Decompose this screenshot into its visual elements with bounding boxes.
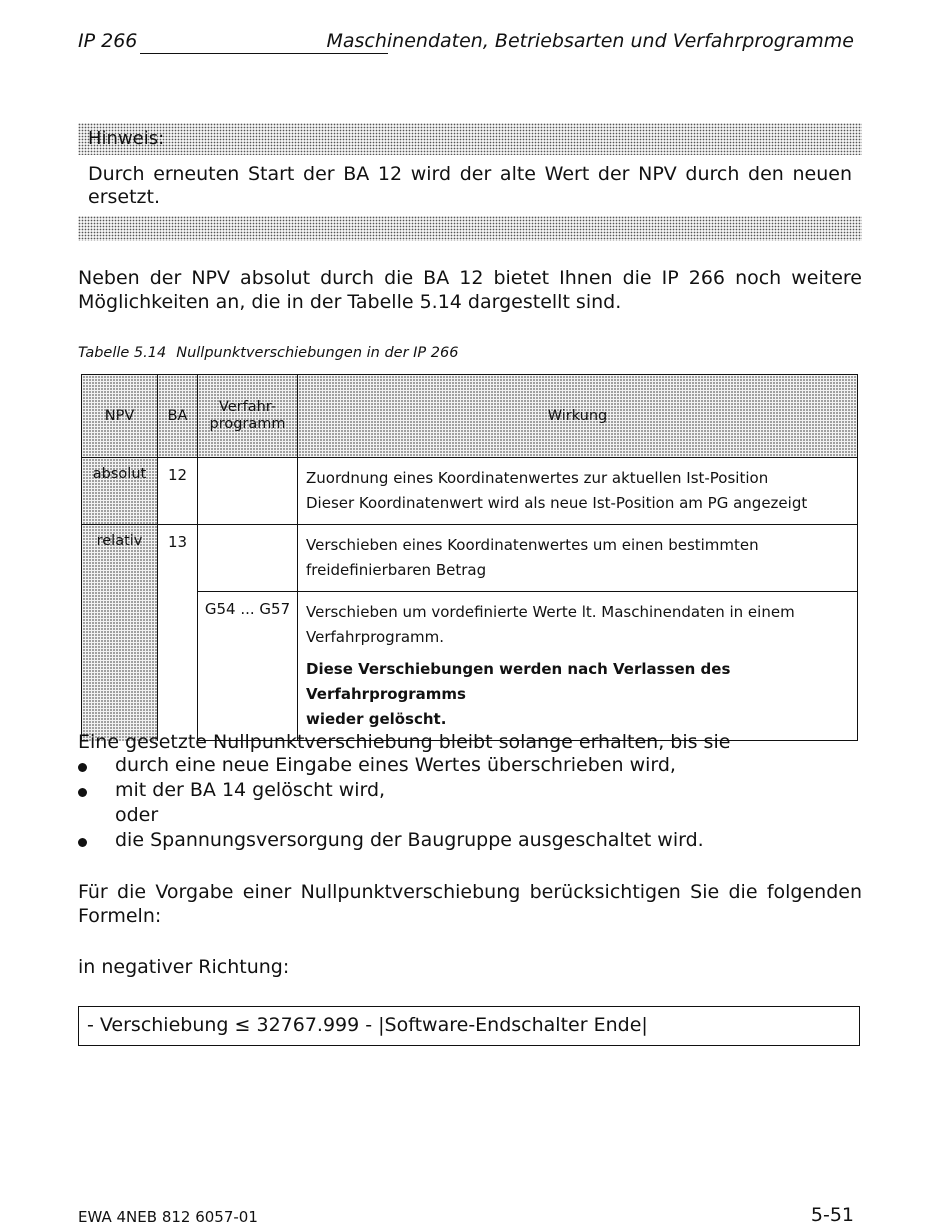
header-rule	[140, 53, 388, 54]
bullet-icon	[78, 788, 87, 797]
row-wirkung-line1: Verschieben um vordefinierte Werte lt. Maschinendaten in einem	[306, 603, 795, 621]
header-product: IP 266	[78, 30, 138, 52]
page-header	[78, 30, 854, 60]
header-vp-line1: Verfahr-	[218, 399, 277, 415]
header-npv: NPV	[82, 375, 158, 458]
row-wirkung	[298, 458, 858, 525]
row-wirkung-bold1: Diese Verschiebungen werden nach Verlassen des Verfahrprogramms	[306, 660, 731, 703]
table-caption-number: Tabelle 5.14	[78, 345, 167, 361]
row-vp: G54 ... G57	[198, 592, 298, 741]
footer-doc-id: EWA 4NEB 812 6057-01	[78, 1208, 258, 1226]
table-header-row	[82, 375, 858, 458]
list-item-continuation: oder	[115, 804, 159, 826]
list-item	[78, 753, 704, 778]
note-header-bar	[78, 123, 862, 155]
table-row	[82, 592, 858, 741]
row-wirkung-line2: Dieser Koordinatenwert wird als neue Ist-Position am PG angezeigt	[306, 494, 808, 512]
header-vp-line2: programm	[209, 416, 286, 432]
header-ba: BA	[158, 375, 198, 458]
table-row	[82, 458, 858, 525]
bullet-icon	[78, 763, 87, 772]
row-npv-label: relativ	[82, 525, 158, 741]
list-item-text: die Spannungsversorgung der Baugruppe ausgeschaltet wird.	[115, 829, 704, 851]
table-caption-title: Nullpunktverschiebungen in der IP 266	[176, 345, 459, 361]
list-item	[78, 828, 704, 853]
list-item-text: durch eine neue Eingabe eines Wertes überschrieben wird,	[115, 754, 676, 776]
row-ba: 13	[158, 525, 198, 741]
row-wirkung-line2: Verfahrprogramm.	[306, 628, 445, 646]
table-caption	[78, 345, 458, 361]
header-wirkung: Wirkung	[298, 375, 858, 458]
note-text: Durch erneuten Start der BA 12 wird der alte Wert der NPV durch den neuen ersetzt.	[88, 163, 852, 208]
intro-paragraph: Neben der NPV absolut durch die BA 12 bietet Ihnen die IP 266 noch weitere Möglichkeiten an, die in der Tabelle 5.14 dargestellt sind.	[78, 267, 862, 313]
row-npv-label: absolut	[82, 458, 158, 525]
formula-box	[78, 1006, 860, 1046]
row-vp	[198, 525, 298, 592]
formula-text: - Verschiebung ≤ 32767.999 - |Software-Endschalter Ende|	[87, 1014, 648, 1036]
list-item	[78, 778, 704, 828]
note-title: Hinweis:	[88, 128, 165, 149]
row-wirkung	[298, 525, 858, 592]
persist-list	[78, 753, 704, 853]
header-chapter-title: Maschinendaten, Betriebsarten und Verfahrprogramme	[326, 30, 854, 52]
direction-label: in negativer Richtung:	[78, 956, 290, 978]
bullet-icon	[78, 838, 87, 847]
row-ba: 12	[158, 458, 198, 525]
list-item-text: mit der BA 14 gelöscht wird,	[115, 779, 386, 801]
row-vp	[198, 458, 298, 525]
row-wirkung-line1: Verschieben eines Koordinatenwertes um einen bestimmten	[306, 536, 759, 554]
persist-lead: Eine gesetzte Nullpunktverschiebung bleibt solange erhalten, bis sie	[78, 731, 731, 753]
row-wirkung-line2: freidefinierbaren Betrag	[306, 561, 487, 579]
table-row	[82, 525, 858, 592]
row-wirkung	[298, 592, 858, 741]
formula-intro: Für die Vorgabe einer Nullpunktverschiebung berücksichtigen Sie die folgenden Formeln:	[78, 881, 862, 927]
header-verfahrprogramm	[198, 375, 298, 458]
row-wirkung-line1: Zuordnung eines Koordinatenwertes zur aktuellen Ist-Position	[306, 469, 769, 487]
row-wirkung-bold2: wieder gelöscht.	[306, 710, 447, 728]
npv-table	[81, 374, 858, 741]
note-footer-bar	[78, 216, 862, 241]
footer-page-number: 5-51	[810, 1204, 854, 1226]
